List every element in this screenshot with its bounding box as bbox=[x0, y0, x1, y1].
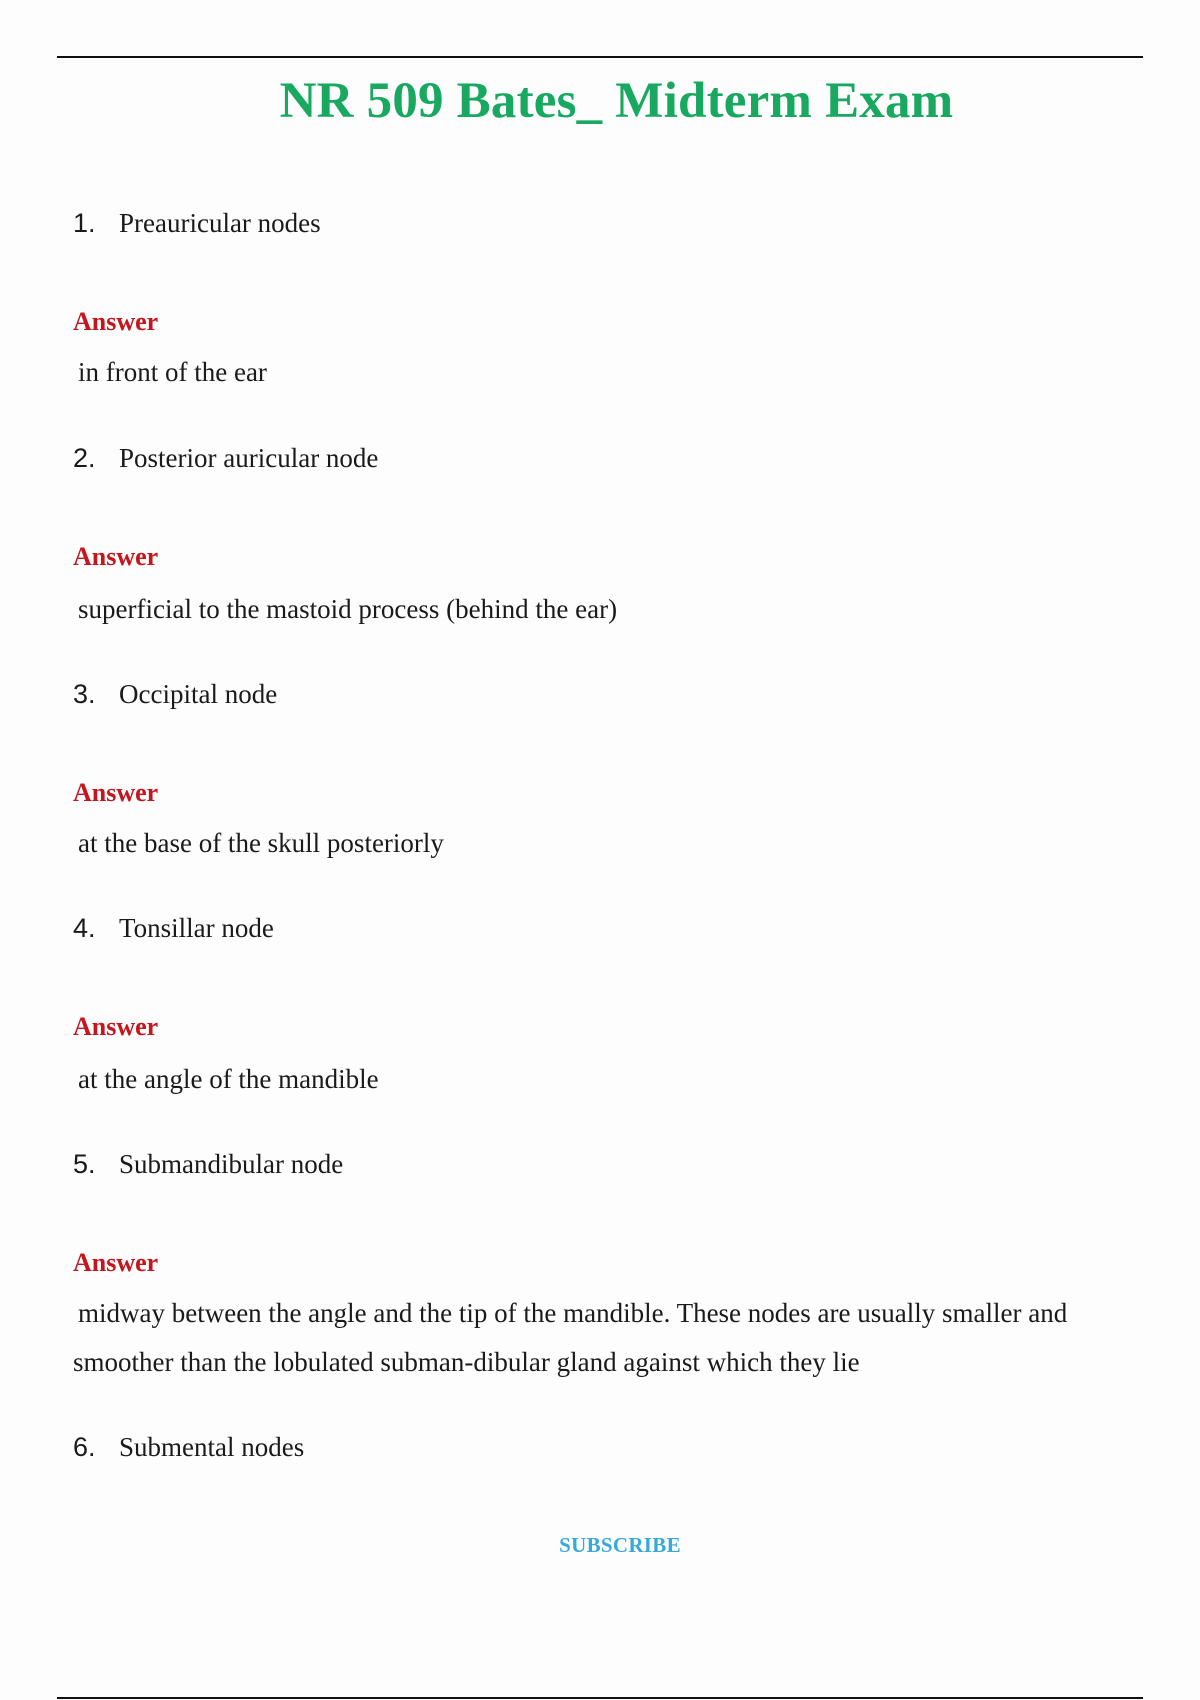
answer-label: Answer bbox=[73, 542, 159, 571]
answer-text-2: superficial to the mastoid process (behind the ear) bbox=[78, 594, 618, 624]
question-4 bbox=[73, 913, 274, 944]
document-title: NR 509 Bates_ Midterm Exam bbox=[279, 73, 954, 129]
question-number: 5. bbox=[73, 1149, 96, 1179]
answer-text-4: at the angle of the mandible bbox=[78, 1064, 379, 1094]
question-text: Submandibular node bbox=[119, 1149, 344, 1179]
question-5 bbox=[73, 1149, 343, 1180]
question-number: 1. bbox=[73, 208, 96, 238]
question-number: 3. bbox=[73, 679, 96, 709]
answer-label: Answer bbox=[73, 307, 159, 336]
bottom-rule bbox=[57, 1697, 1143, 1699]
question-text: Preauricular nodes bbox=[119, 208, 321, 238]
top-rule bbox=[57, 56, 1143, 58]
answer-label: Answer bbox=[73, 1012, 159, 1041]
question-3 bbox=[73, 679, 277, 710]
answer-label: Answer bbox=[73, 778, 159, 807]
subscribe-link[interactable]: SUBSCRIBE bbox=[559, 1533, 681, 1557]
answer-text-3: at the base of the skull posteriorly bbox=[78, 828, 444, 858]
question-text: Posterior auricular node bbox=[119, 443, 379, 473]
answer-text-1: in front of the ear bbox=[78, 357, 267, 387]
answer-text-5: midway between the angle and the tip of the mandible. These nodes are usually smaller and smoother than the lobulated subman-dibular gland against which they lie bbox=[73, 1298, 1068, 1377]
question-text: Tonsillar node bbox=[119, 913, 274, 943]
question-number: 2. bbox=[73, 443, 96, 473]
question-6 bbox=[73, 1432, 304, 1463]
question-2 bbox=[73, 443, 378, 474]
question-number: 4. bbox=[73, 913, 96, 943]
question-text: Occipital node bbox=[119, 679, 278, 709]
answer-label: Answer bbox=[73, 1248, 159, 1277]
question-text: Submental nodes bbox=[119, 1432, 305, 1462]
question-number: 6. bbox=[73, 1432, 96, 1462]
question-1 bbox=[73, 208, 321, 239]
